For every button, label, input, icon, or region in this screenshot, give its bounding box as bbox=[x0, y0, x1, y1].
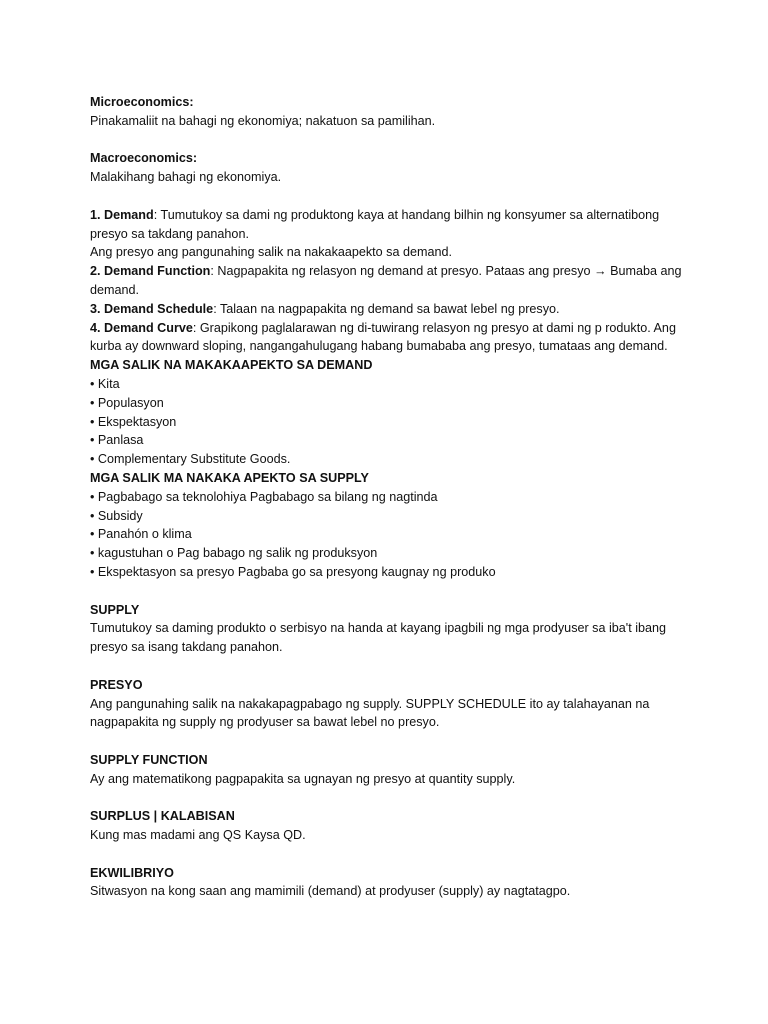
micro-heading: Microeconomics: bbox=[90, 95, 194, 109]
spacer bbox=[90, 131, 690, 150]
demand-factors-heading: MGA SALIK NA MAKAKAAPEKTO SA DEMAND bbox=[90, 358, 373, 373]
list-item: • Ekspektasyon bbox=[90, 414, 177, 429]
spacer bbox=[90, 657, 690, 676]
section-heading-supply-function: SUPPLY FUNCTION bbox=[90, 752, 208, 767]
definition-text: : Tumutukoy sa dami ng produktong kaya at handang bilhin ng konsyumer sa alternatibong bbox=[153, 207, 660, 222]
section-heading-surplus: SURPLUS | KALABISAN bbox=[90, 809, 235, 824]
section-text: nagpapakita ng supply ng prodyuser sa bawat lebel no presyo. bbox=[90, 715, 440, 730]
definition-term: 4. Demand Curve bbox=[90, 320, 193, 335]
section-heading-ekwilibriyo: EKWILIBRIYO bbox=[90, 865, 174, 880]
spacer bbox=[90, 845, 690, 864]
definition-demand-curve bbox=[90, 319, 690, 338]
list-item: • Populasyon bbox=[90, 395, 164, 410]
definition-demand-function bbox=[90, 262, 690, 281]
section-text: Ay ang matematikong pagpapakita sa ugnayan ng presyo at quantity supply. bbox=[90, 771, 516, 786]
definition-text: kurba ay downward sloping, nangangahulugang habang bumababa ang presyo, tumataas ang demand. bbox=[90, 339, 668, 354]
list-item: • Panahón o klima bbox=[90, 527, 192, 542]
micro-text: Pinakamaliit na bahagi ng ekonomiya; nakatuon sa pamilihan. bbox=[90, 113, 436, 128]
definition-text: : Nagpapakita ng relasyon ng demand at presyo. Pataas ang presyo → Bumaba ang bbox=[210, 264, 682, 279]
definition-text: Ang presyo ang pangunahing salik na nakakaapekto sa demand. bbox=[90, 245, 452, 260]
list-item: • Panlasa bbox=[90, 433, 144, 448]
definition-demand-schedule bbox=[90, 300, 690, 319]
spacer bbox=[90, 187, 690, 206]
list-item: • Complementary Substitute Goods. bbox=[90, 452, 291, 467]
section-heading-presyo: PRESYO bbox=[90, 677, 143, 692]
section-text: Kung mas madami ang QS Kaysa QD. bbox=[90, 828, 306, 843]
section-text: presyo sa isang takdang panahon. bbox=[90, 640, 283, 655]
list-item: • Subsidy bbox=[90, 508, 143, 523]
macro-text: Malakihang bahagi ng ekonomiya. bbox=[90, 170, 282, 185]
supply-factors-heading: MGA SALIK MA NAKAKA APEKTO SA SUPPLY bbox=[90, 470, 369, 485]
document-page bbox=[90, 93, 690, 901]
section-text: Ang pangunahing salik na nakakapagpabago ng supply. SUPPLY SCHEDULE ito ay talahayanan na bbox=[90, 696, 650, 711]
definition-term: 2. Demand Function bbox=[90, 264, 211, 279]
definition-text: : Grapikong paglalarawan ng di-tuwirang relasyon ng presyo at dami ng p rodukto. Ang bbox=[192, 320, 676, 335]
list-item: • Pagbabago sa teknolohiya Pagbabago sa bilang ng nagtinda bbox=[90, 489, 438, 504]
definition-text: demand. bbox=[90, 282, 140, 297]
spacer bbox=[90, 788, 690, 807]
definition-term: 1. Demand bbox=[90, 207, 154, 222]
list-item: • Kita bbox=[90, 376, 120, 391]
section-heading-supply: SUPPLY bbox=[90, 602, 140, 617]
spacer bbox=[90, 582, 690, 601]
definition-term: 3. Demand Schedule bbox=[90, 301, 214, 316]
spacer bbox=[90, 732, 690, 751]
definition-demand bbox=[90, 206, 690, 225]
list-item: • kagustuhan o Pag babago ng salik ng produksyon bbox=[90, 546, 378, 561]
section-text: Tumutukoy sa daming produkto o serbisyo na handa at kayang ipagbili ng mga prodyuser sa iba't ibang bbox=[90, 621, 667, 636]
list-item: • Ekspektasyon sa presyo Pagbaba go sa presyong kaugnay ng produko bbox=[90, 564, 496, 579]
definition-text: : Talaan na nagpapakita ng demand sa bawat lebel ng presyo. bbox=[213, 301, 560, 316]
definition-text: presyo sa takdang panahon. bbox=[90, 226, 249, 241]
macro-heading: Macroeconomics: bbox=[90, 151, 198, 166]
section-text: Sitwasyon na kong saan ang mamimili (demand) at prodyuser (supply) ay nagtatagpo. bbox=[90, 884, 571, 899]
